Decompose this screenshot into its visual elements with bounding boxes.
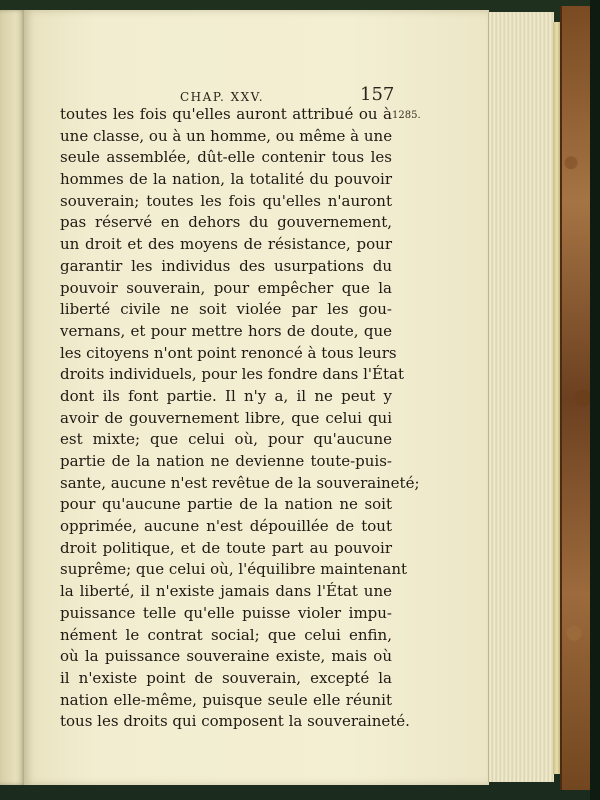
left-page-edge [0, 10, 26, 785]
text-line: pour qu'aucune partie de la nation ne soit [60, 495, 392, 514]
text-line: seule assemblée, dût-elle contenir tous les [60, 148, 392, 167]
text-line: toutes les fois qu'elles auront attribué ou à [60, 105, 392, 123]
page-stack-edge [488, 12, 554, 782]
text-line: où la puissance souveraine existe, mais où [60, 647, 392, 666]
text-line: les citoyens n'ont point renoncé à tous leurs [60, 343, 397, 362]
text-line: pas réservé en dehors du gouvernement, [60, 213, 392, 232]
margin-note: 1285. [392, 110, 421, 121]
scan-border [590, 0, 600, 800]
text-line: avoir de gouvernement libre, que celui qui [60, 408, 392, 427]
text-line: liberté civile ne soit violée par les gou- [60, 300, 392, 319]
text-line: la liberté, il n'existe jamais dans l'État une [60, 582, 392, 601]
text-line: souverain; toutes les fois qu'elles n'auront [60, 191, 392, 210]
text-line: vernans, et pour mettre hors de doute, que [60, 321, 392, 340]
text-line: droits individuels, pour les fondre dans l'État [60, 365, 404, 384]
text-line: nément le contrat social; que celui enfin, [60, 625, 392, 644]
text-line: une classe, ou à un homme, ou même à une [60, 126, 393, 145]
text-line: est mixte; que celui où, pour qu'aucune [60, 430, 392, 449]
text-line: tous les droits qui composent la souveraineté. [60, 712, 410, 731]
text-line: nation elle-même, puisque seule elle réunit [60, 690, 392, 709]
chapter-heading: CHAP. XXV. [180, 90, 265, 104]
text-line: sante, aucune n'est revêtue de la souveraineté; [60, 473, 420, 492]
text-line: opprimée, aucune n'est dépouillée de tout [60, 517, 392, 536]
text-line: dont ils font partie. Il n'y a, il ne peut y [60, 386, 392, 405]
text-line: suprême; que celui où, l'équilibre maintenant [60, 560, 408, 579]
text-line: hommes de la nation, la totalité du pouvoir [60, 170, 392, 189]
text-line: partie de la nation ne devienne toute-puis- [60, 452, 392, 470]
text-line: un droit et des moyens de résistance, pour [60, 235, 392, 254]
text-line: droit politique, et de toute part au pouvoir [60, 538, 392, 557]
text-line: il n'existe point de souverain, excepté la [60, 668, 392, 687]
text-line: pouvoir souverain, pour empêcher que la [60, 278, 392, 297]
marbled-cover-board [560, 6, 592, 790]
text-line: puissance telle qu'elle puisse violer impu- [60, 603, 392, 622]
text-line: garantir les individus des usurpations du [60, 256, 392, 275]
page-number: 157 [360, 84, 395, 105]
